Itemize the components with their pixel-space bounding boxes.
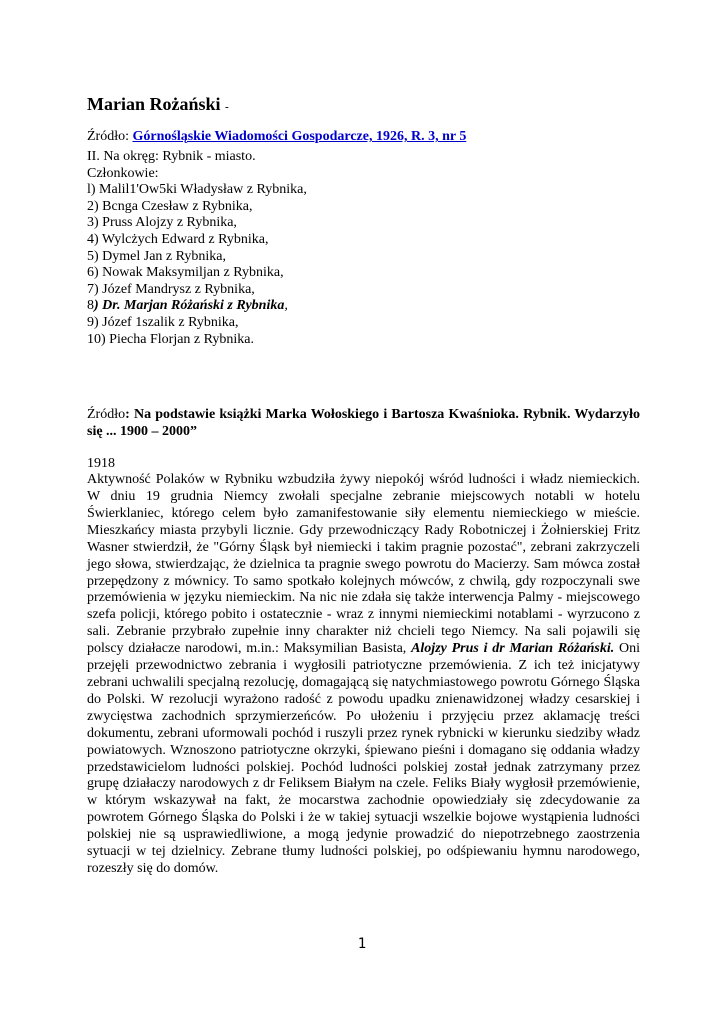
list-line: 2) Bcnga Czesław z Rybnika, bbox=[87, 198, 253, 214]
document-page bbox=[87, 93, 640, 878]
source-line-1 bbox=[87, 128, 640, 145]
page-number: 1 bbox=[357, 936, 367, 952]
list-line: II. Na okręg: Rybnik - miasto. bbox=[87, 149, 256, 164]
source-link[interactable]: Górnośląskie Wiadomości Gospodarcze, 1926, R. 3, nr 5 bbox=[132, 129, 467, 144]
list-line: 4) Wylcżych Edward z Rybnika, bbox=[87, 231, 269, 247]
item8-suffix: , bbox=[284, 298, 288, 314]
list-line: 10) Piecha Florjan z Rybnika. bbox=[87, 331, 255, 347]
document-title bbox=[87, 93, 640, 118]
list-line-highlighted bbox=[87, 298, 640, 315]
list-line: 3) Pruss Alojzy z Rybnika, bbox=[87, 215, 237, 231]
title-name: Marian Rożański bbox=[87, 94, 221, 114]
list-line: 7) Józef Mandrysz z Rybnika, bbox=[87, 281, 255, 297]
list-line: l) Malil1'Ow5ki Władysław z Rybnika, bbox=[87, 182, 307, 198]
section-year: 1918 bbox=[87, 456, 115, 472]
paragraph-part-1: Aktywność Polaków w Rybniku wzbudziła żywy niepokój wśród ludności i władz niemieckich. W dniu 19 grudnia Niemcy zwołali specjalne zebranie miejscowych notabli w hotelu Świerklaniec, którego celem było zamanifestowanie siły elementu niemieckiego w mieście. Mieszkańcy miasta przybyli licznie. Gdy przewodniczący Rady Robotniczej i Żołnierskiej Fritz Wasner stwierdził, że "Górny Śląsk był niemiecki i takim pragnie pozostać", zebrani zakrzyczeli jego słowa, stwierdzając, że dzielnica ta pragnie swego powrotu do Macierzy. Sam mówca został przepędzony z mównicy. To samo spotkało kolejnych mówców, z chwilą, gdy rozpoczynali swe przemówienia w języku niemieckim. Na nic nie zdała się także interwencja Palmy - miejscowego szefa policji, którego pobito i ostatecznie - wraz z innymi niemieckimi notablami - wyrzucono z sali. Zebranie przybrało zupełnie inny charakter niż chcieli tego Niemcy. Na sali pojawili się polscy działacze narodowi, m.in.: Maksymilian Basista, bbox=[87, 472, 640, 657]
source2-label: Źródło bbox=[87, 407, 126, 423]
item8-prefix: 8 bbox=[87, 298, 94, 314]
title-dash: - bbox=[225, 101, 229, 113]
paragraph-bold: Alojzy Prus i dr Marian Różański. bbox=[411, 641, 615, 657]
list-line: 5) Dymel Jan z Rybnika, bbox=[87, 248, 227, 264]
paragraph-part-2: Oni przejęli przewodnictwo zebrania i wygłosili patriotyczne przemówienia. Z ich też inicjatywy zebrani uchwalili specjalną rezolucję, domagającą się natychmiastowego powrotu Górnego Śląska do Polski. W rezolucji wyrażono radość z powodu upadku znienawidzonej władzy cesarskiej i zwycięstwa zachodnich sprzymierzeńców. Po ułożeniu i przyjęciu przez aklamację treści dokumentu, zebrani uformowali pochód i ruszyli przez rynek rybnicki w kierunku siedziby władz powiatowych. Wznoszono patriotyczne okrzyki, śpiewano pieśni i domagano się oddania władzy przedstawicielom ludności polskiej. Pochód ludności polskiej został jednak zatrzymany przez grupę działaczy narodowych z dr Feliksem Białym na czele. Feliks Biały wygłosił przemówienie, w którym wskazywał na fakt, że mocarstwa zachodnie opowiedziały się zdecydowanie za powrotem Górnego Śląska do Polski i że w takiej sytuacji wszelkie bojowe wystąpienia ludności polskiej nie są usprawiedliwione, a mogą jedynie prowadzić do niepotrzebnego zaostrzenia sytuacji w tej dzielnicy. Zebrane tłumy ludności polskiej, po odśpiewaniu hymnu narodowego, rozeszły się do domów. bbox=[87, 641, 640, 876]
source-line-2 bbox=[87, 406, 640, 440]
list-line: Członkowie: bbox=[87, 165, 159, 181]
body-paragraph bbox=[87, 472, 640, 878]
members-list bbox=[87, 149, 640, 348]
list-line: 6) Nowak Maksymiljan z Rybnika, bbox=[87, 265, 284, 281]
item8-bold: ) Dr. Marjan Różański z Rybnika bbox=[94, 298, 285, 314]
source-label: Źródło: bbox=[87, 129, 133, 144]
source2-text: : Na podstawie książki Marka Wołoskiego i Bartosza Kwaśnioka. Rybnik. Wydarzyło się ... 1900 – 2000” bbox=[87, 407, 640, 440]
list-line: 9) Józef 1szalik z Rybnika, bbox=[87, 314, 239, 330]
